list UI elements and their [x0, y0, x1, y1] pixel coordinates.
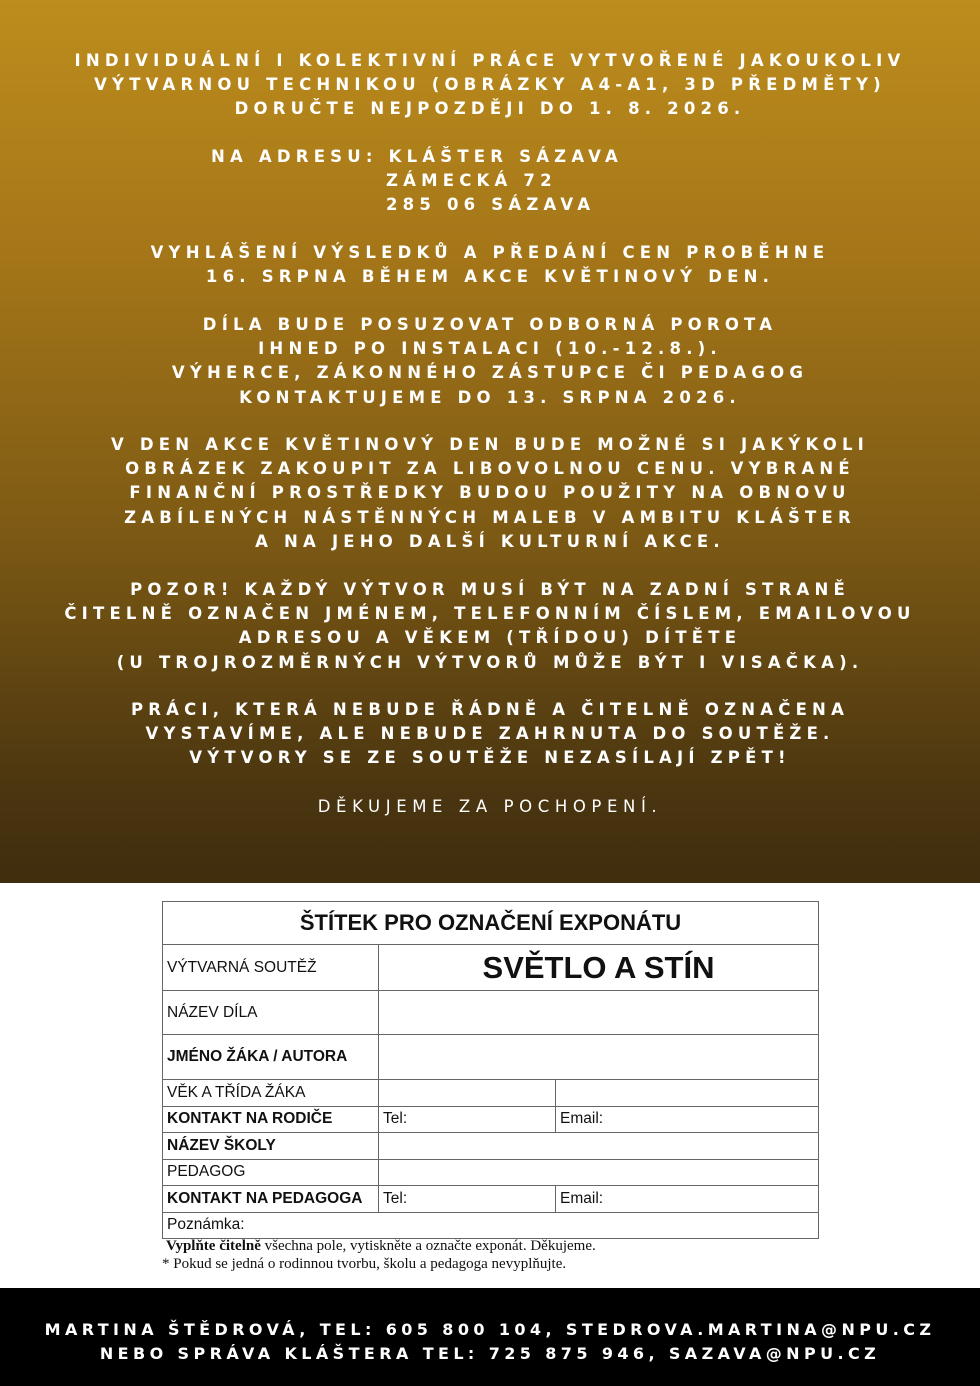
text-line: V DEN AKCE KVĚTINOVÝ DEN BUDE MOŽNÉ SI JAKÝKOLI	[110, 435, 870, 454]
text-line: KONTAKTUJEME DO 13. SRPNA 2026.	[239, 387, 741, 407]
fill-instruction	[166, 1238, 596, 1255]
contest-label: VÝTVARNÁ SOUTĚŽ	[163, 945, 379, 991]
thanks-line	[0, 795, 980, 819]
text-line: VYHLÁŠENÍ VÝSLEDKŮ A PŘEDÁNÍ CEN PROBĚHNE	[150, 243, 830, 262]
author-field[interactable]	[379, 1035, 819, 1080]
unlabeled-works-paragraph	[0, 698, 980, 771]
school-field[interactable]	[379, 1133, 819, 1160]
school-label: NÁZEV ŠKOLY	[163, 1133, 379, 1160]
exhibit-label-form	[162, 901, 818, 1239]
age-class-label: VĚK A TŘÍDA ŽÁKA	[163, 1080, 379, 1107]
footer-line-1: MARTINA ŠTĚDROVÁ, TEL: 605 800 104, STEDROVA.MARTINA@NPU.CZ	[44, 1320, 936, 1339]
footnote: * Pokud se jedná o rodinnou tvorbu, školu a pedagoga nevyplňujte.	[162, 1256, 567, 1272]
contact-footer	[0, 1288, 980, 1386]
note-field[interactable]: Poznámka:	[163, 1212, 819, 1239]
teacher-field[interactable]	[379, 1159, 819, 1186]
text-line: INDIVIDUÁLNÍ I KOLEKTIVNÍ PRÁCE VYTVOŘENÉ JAKOUKOLIV	[74, 51, 906, 70]
instruction-bold: Vyplňte čitelně	[166, 1238, 261, 1254]
jury-paragraph	[0, 313, 980, 410]
contest-name: SVĚTLO A STÍN	[379, 945, 819, 991]
text-line: FINANČNÍ PROSTŘEDKY BUDOU POUŽITY NA OBNOVU	[129, 483, 851, 503]
address-city: 285 06 SÁZAVA	[386, 195, 596, 214]
text-line: VYSTAVÍME, ALE NEBUDE ZAHRNUTA DO SOUTĚŽE.	[145, 724, 835, 744]
text-line: ZABÍLENÝCH NÁSTĚNNÝCH MALEB V AMBITU KLÁŠTER	[124, 507, 856, 527]
label-table	[162, 901, 819, 1239]
text-line: VÝHERCE, ZÁKONNÉHO ZÁSTUPCE ČI PEDAGOG	[171, 363, 809, 383]
teacher-contact-label: KONTAKT NA PEDAGOGA	[163, 1186, 379, 1213]
teacher-tel-field[interactable]: Tel:	[379, 1186, 556, 1213]
text-line: ČITELNĚ OZNAČEN JMÉNEM, TELEFONNÍM ČÍSLEM, EMAILOVOU	[64, 604, 916, 624]
parent-email-field[interactable]: Email:	[556, 1106, 819, 1133]
footer-contacts	[0, 1318, 980, 1366]
results-paragraph	[0, 241, 980, 289]
text-line: DORUČTE NEJPOZDĚJI DO 1. 8. 2026.	[234, 99, 746, 119]
text-line: VÝTVARNOU TECHNIKOU (OBRÁZKY A4-A1, 3D PŘEDMĚTY)	[94, 75, 886, 95]
text-line: POZOR! KAŽDÝ VÝTVOR MUSÍ BÝT NA ZADNÍ STRANĚ	[130, 580, 850, 599]
class-field[interactable]	[556, 1080, 819, 1107]
text-line: DÍLA BUDE POSUZOVAT ODBORNÁ POROTA	[202, 315, 778, 334]
text-line: (U TROJROZMĚRNÝCH VÝTVORŮ MŮŽE BÝT I VISAČKA).	[116, 652, 864, 672]
parent-contact-label: KONTAKT NA RODIČE	[163, 1106, 379, 1133]
text-line: IHNED PO INSTALACI (10.-12.8.).	[258, 339, 722, 359]
parent-tel-field[interactable]: Tel:	[379, 1106, 556, 1133]
label-title: ŠTÍTEK PRO OZNAČENÍ EXPONÁTU	[163, 902, 819, 945]
text-line: ADRESOU A VĚKEM (TŘÍDOU) DÍTĚTE	[238, 628, 742, 648]
text-line: VÝTVORY SE ZE SOUTĚŽE NEZASÍLAJÍ ZPĚT!	[189, 748, 791, 768]
author-label: JMÉNO ŽÁKA / AUTORA	[163, 1035, 379, 1080]
age-field[interactable]	[379, 1080, 556, 1107]
warning-paragraph	[0, 578, 980, 675]
text-line: 16. SRPNA BĚHEM AKCE KVĚTINOVÝ DEN.	[205, 267, 775, 287]
address-label-line: NA ADRESU: KLÁŠTER SÁZAVA	[211, 147, 624, 166]
submission-paragraph	[0, 49, 980, 122]
work-title-label: NÁZEV DÍLA	[163, 991, 379, 1035]
text-line: PRÁCI, KTERÁ NEBUDE ŘÁDNĚ A ČITELNĚ OZNAČENA	[130, 700, 850, 719]
footer-line-2: NEBO SPRÁVA KLÁŠTERA TEL: 725 875 946, SAZAVA@NPU.CZ	[99, 1344, 881, 1363]
teacher-label: PEDAGOG	[163, 1159, 379, 1186]
text-line: A NA JEHO DALŠÍ KULTURNÍ AKCE.	[255, 531, 725, 551]
instruction-rest: všechna pole, vytiskněte a označte exponát. Děkujeme.	[260, 1238, 596, 1254]
address-street: ZÁMECKÁ 72	[386, 171, 557, 190]
sale-paragraph	[0, 433, 980, 554]
teacher-email-field[interactable]: Email:	[556, 1186, 819, 1213]
work-title-field[interactable]	[379, 991, 819, 1035]
text-line: OBRÁZEK ZAKOUPIT ZA LIBOVOLNOU CENU. VYBRANÉ	[125, 459, 855, 479]
text-line: DĚKUJEME ZA POCHOPENÍ.	[317, 797, 663, 816]
